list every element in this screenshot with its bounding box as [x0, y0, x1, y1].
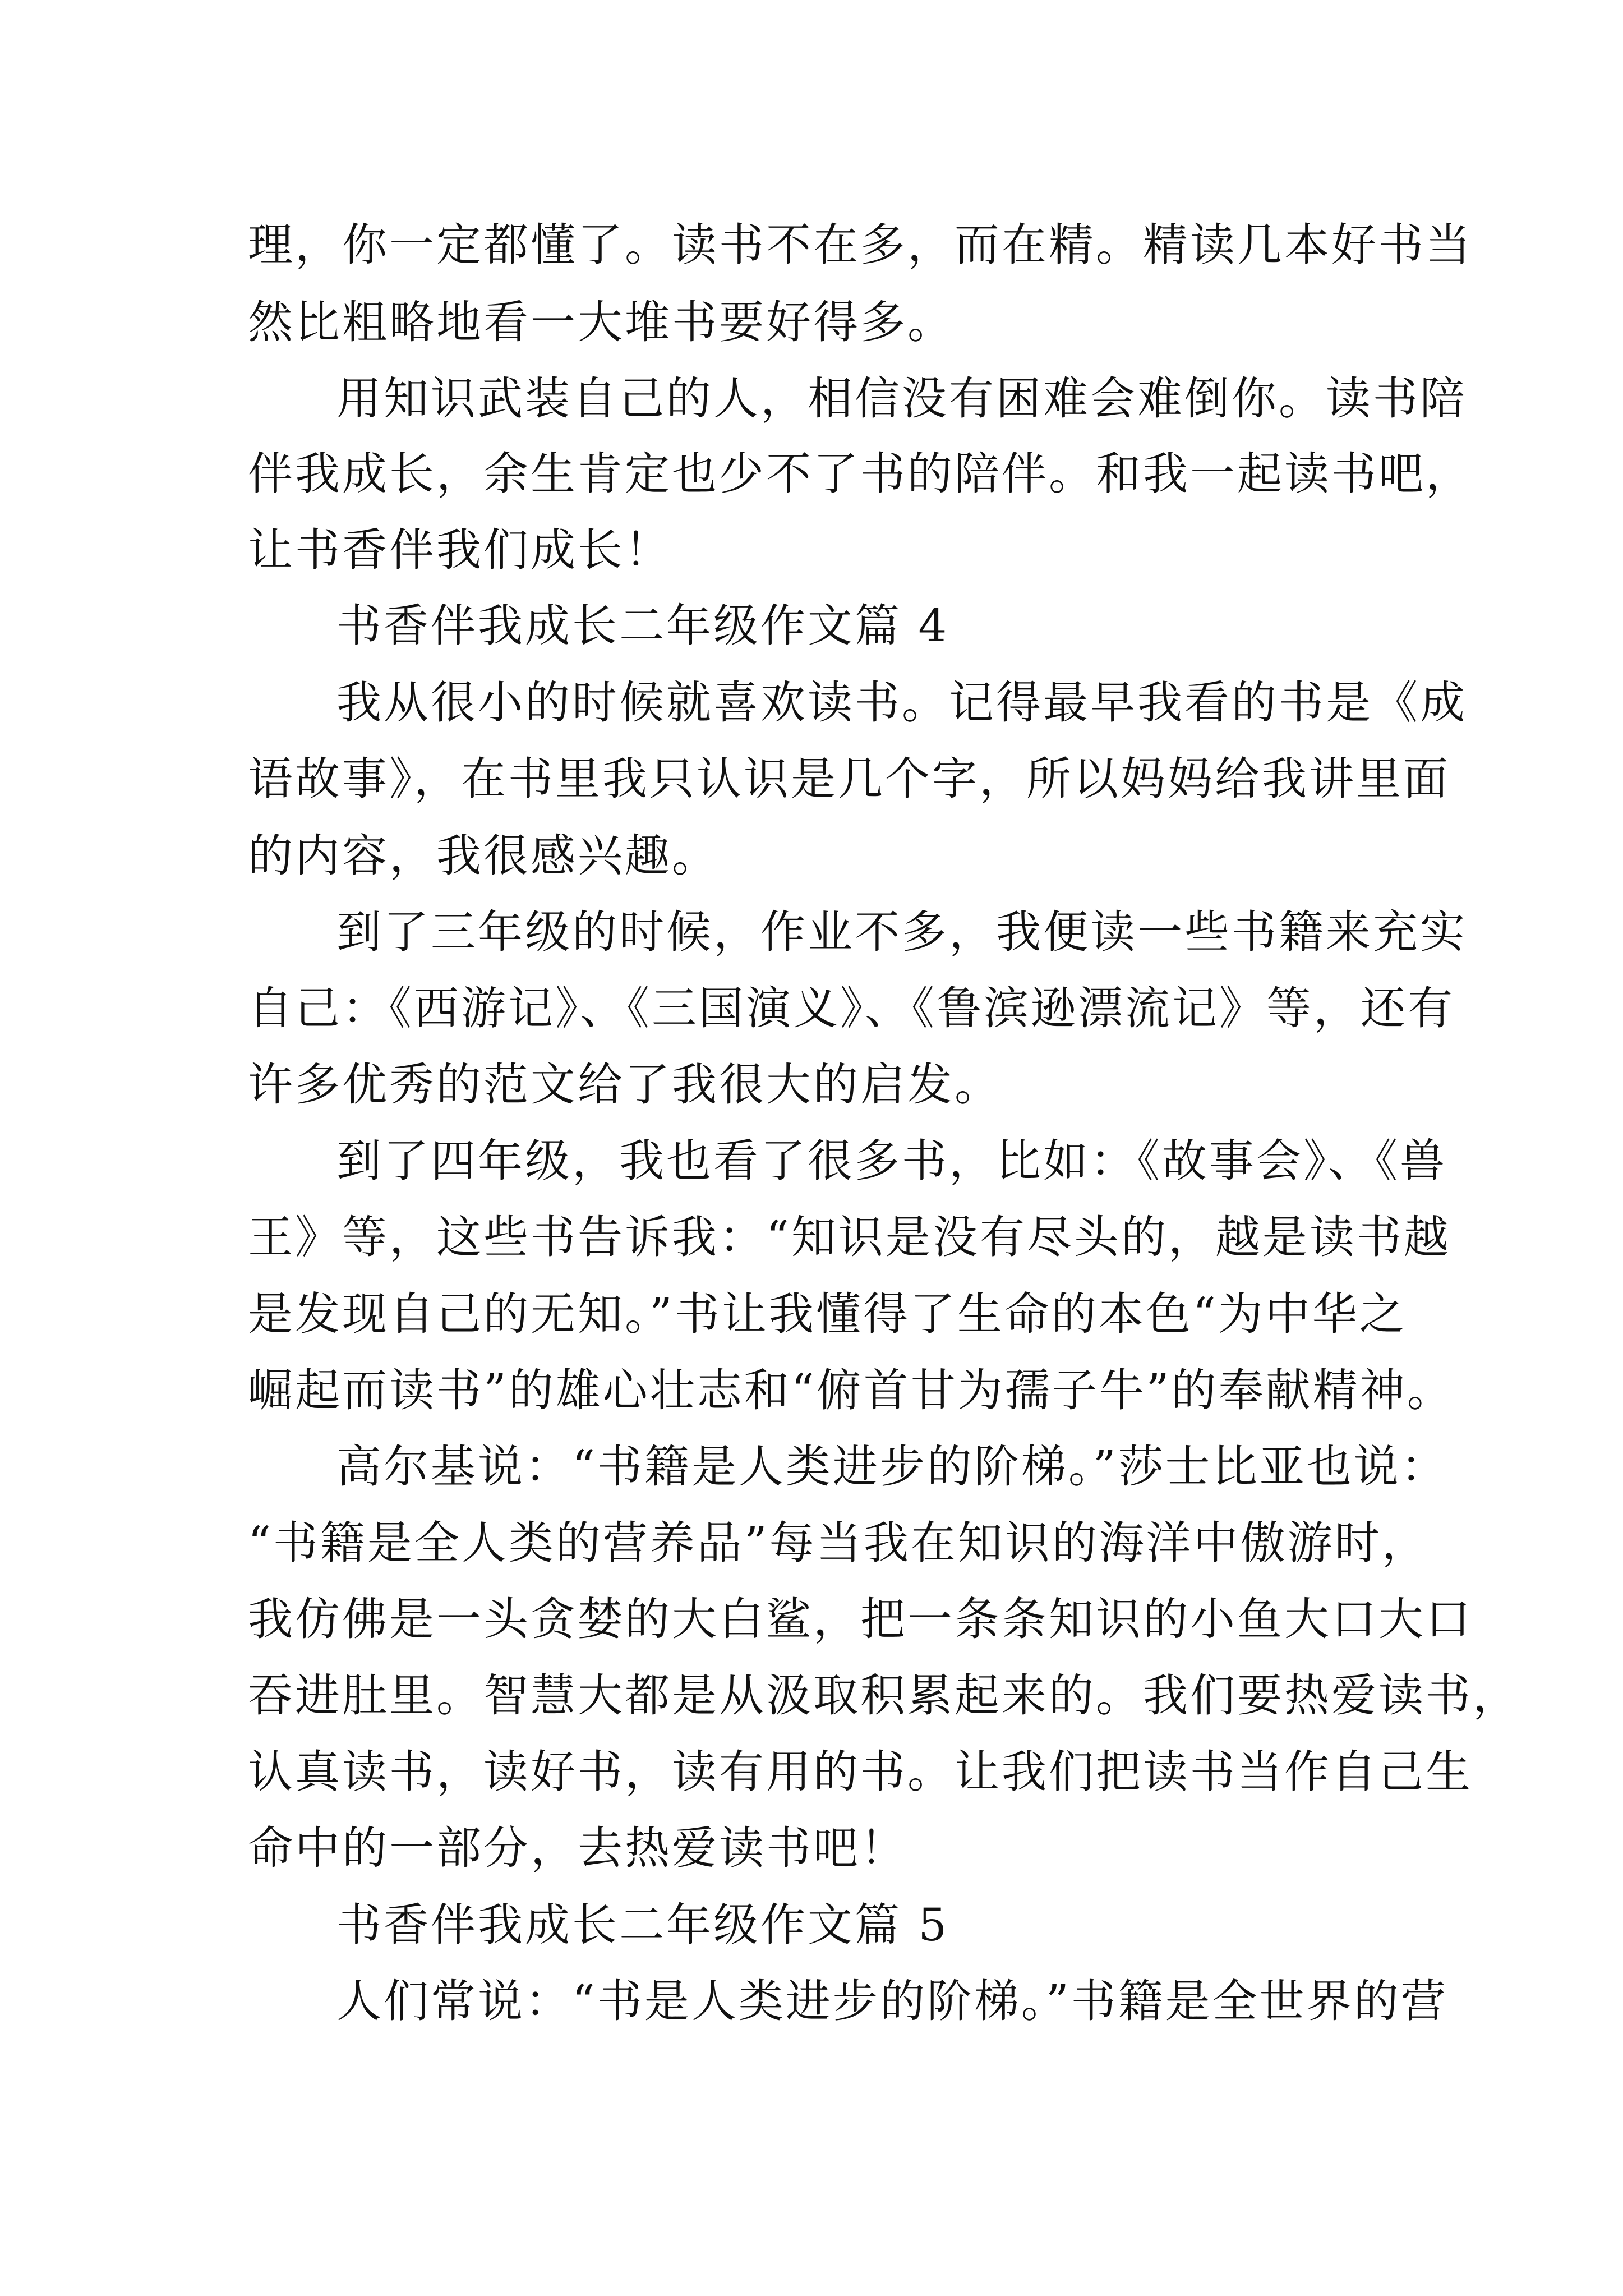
text-line: 命中的一部分，去热爱读书吧！	[248, 1822, 907, 1874]
text-line: 认真读书，读好书，读有用的书。让我们把读书当作自己生	[248, 1746, 1473, 1798]
section-heading: 书香伴我成长二年级作文篇 4	[336, 600, 949, 652]
text-line: 我仿佛是一头贪婪的大白鲨，把一条条知识的小鱼大口大口	[248, 1593, 1473, 1645]
text-line: 王》等，这些书告诉我：“知识是没有尽头的，越是读书越	[248, 1211, 1451, 1263]
text-line: 我从很小的时候就喜欢读书。记得最早我看的书是《成	[336, 677, 1467, 729]
text-line: “书籍是全人类的营养品”每当我在知识的海洋中傲游时，	[248, 1517, 1429, 1569]
text-line: 让书香伴我们成长！	[248, 524, 672, 576]
text-line: 理，你一定都懂了。读书不在多，而在精。精读几本好书当	[248, 219, 1473, 271]
text-line: 语故事》，在书里我只认识是几个字，所以妈妈给我讲里面	[248, 753, 1450, 805]
text-line: 伴我成长，余生肯定也少不了书的陪伴。和我一起读书吧，	[248, 448, 1473, 500]
text-line: 许多优秀的范文给了我很大的启发。	[248, 1059, 1002, 1111]
text-line: 崛起而读书”的雄心壮志和“俯首甘为孺子牛”的奉献精神。	[248, 1364, 1454, 1416]
text-line: 是发现自己的无知。”书让我懂得了生命的本色“为中华之	[248, 1288, 1407, 1340]
text-line: 用知识武装自己的人，相信没有困难会难倒你。读书陪	[336, 372, 1467, 425]
text-line: 的内容，我很感兴趣。	[248, 830, 719, 882]
text-line: 到了四年级，我也看了很多书，比如：《故事会》、《兽	[336, 1135, 1447, 1187]
text-line: 到了三年级的时候，作业不多，我便读一些书籍来充实	[336, 906, 1467, 958]
section-heading: 书香伴我成长二年级作文篇 5	[336, 1899, 949, 1951]
text-line: 高尔基说：“书籍是人类进步的阶梯。”莎士比亚也说：	[336, 1441, 1448, 1493]
text-line: 自己：《西游记》、《三国演义》、《鲁滨逊漂流记》等，还有	[248, 982, 1455, 1034]
text-line: 吞进肚里。智慧大都是从汲取积累起来的。我们要热爱读书，	[248, 1669, 1520, 1722]
text-line: 然比粗略地看一大堆书要好得多。	[248, 296, 955, 348]
text-line: 人们常说：“书是人类进步的阶梯。”书籍是全世界的营	[336, 1975, 1448, 2027]
